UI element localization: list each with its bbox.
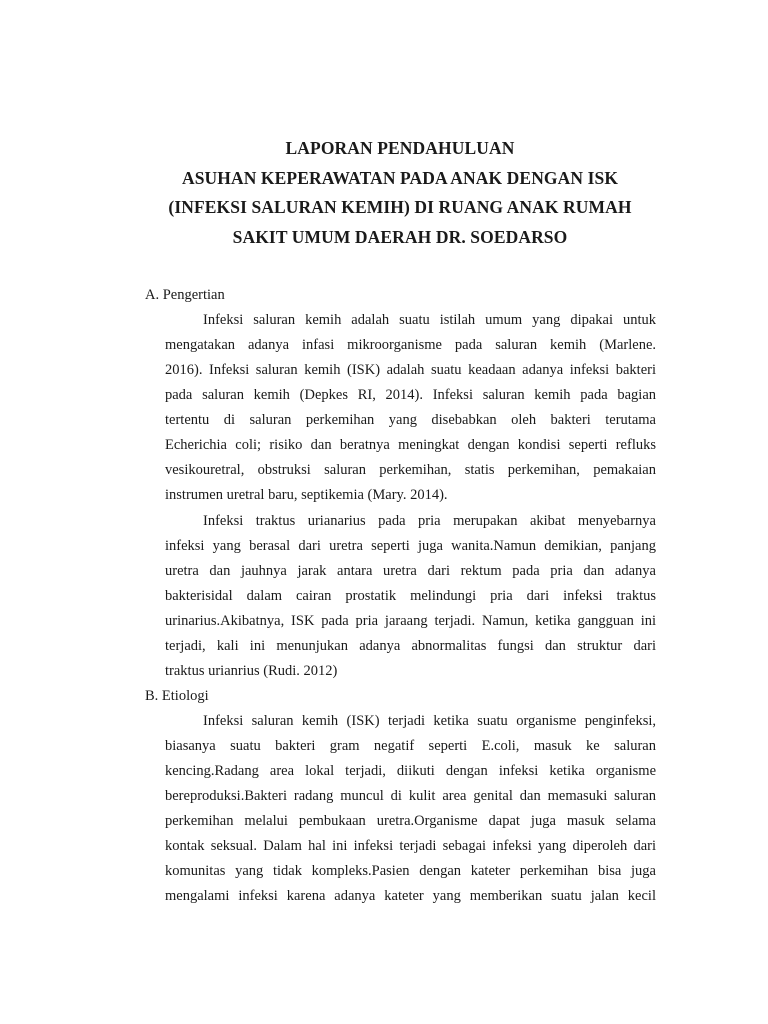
text-line: biasanya suatu bakteri gram negatif seperti E.coli, masuk ke saluran <box>165 738 656 754</box>
title-line-4: SAKIT UMUM DAERAH DR. SOEDARSO <box>232 226 568 247</box>
text-line: bereproduksi.Bakteri radang muncul di kulit area genital dan memasuki saluran <box>165 788 656 804</box>
title-line-3: (INFEKSI SALURAN KEMIH) DI RUANG ANAK RUMAH <box>168 197 632 217</box>
text-line: kontak seksual. Dalam hal ini infeksi terjadi sebagai infeksi yang diperoleh dari <box>165 838 656 854</box>
text-line: tertentu di saluran perkemihan yang disebabkan oleh bakteri terutama <box>165 412 656 428</box>
text-line: traktus urianrius (Rudi. 2012) <box>165 663 338 679</box>
text-line: vesikouretral, obstruksi saluran perkemihan, statis perkemihan, pemakaian <box>165 462 656 478</box>
section-heading-etiologi: B. Etiologi <box>145 688 209 704</box>
title-line-1: LAPORAN PENDAHULUAN <box>285 138 515 158</box>
text-line: Infeksi saluran kemih adalah suatu istilah umum yang dipakai untuk <box>203 312 656 328</box>
text-line: perkemihan melalui pembukaan uretra.Organisme dapat juga masuk selama <box>165 813 656 829</box>
text-line: mengalami infeksi karena adanya kateter yang memberikan suatu jalan kecil <box>165 888 656 904</box>
document-title <box>130 134 670 252</box>
text-line: urinarius.Akibatnya, ISK pada pria jaraang terjadi. Namun, ketika gangguan ini <box>165 613 656 629</box>
text-line: instrumen uretral baru, septikemia (Mary. 2014). <box>165 487 448 503</box>
text-line: terjadi, kali ini menunjukan adanya abnormalitas fungsi dan struktur dari <box>165 638 656 654</box>
text-line: kencing.Radang area lokal terjadi, diikuti dengan infeksi ketika organisme <box>165 763 656 779</box>
text-line: Infeksi saluran kemih (ISK) terjadi ketika suatu organisme penginfeksi, <box>203 713 656 729</box>
text-line: pada saluran kemih (Depkes RI, 2014). Infeksi saluran kemih pada bagian <box>165 387 656 403</box>
text-line: mengatakan adanya infasi mikroorganisme pada saluran kemih (Marlene. <box>165 337 656 353</box>
text-line: Echerichia coli; risiko dan beratnya meningkat dengan kondisi seperti refluks <box>165 437 656 453</box>
text-line: uretra dan jauhnya jarak antara uretra dari rektum pada pria dan adanya <box>165 563 656 579</box>
text-line: Infeksi traktus urianarius pada pria merupakan akibat menyebarnya <box>203 513 656 529</box>
text-line: bakterisidal dalam cairan prostatik melindungi pria dari infeksi traktus <box>165 588 656 604</box>
section-heading-pengertian: A. Pengertian <box>145 287 225 303</box>
title-line-2: ASUHAN KEPERAWATAN PADA ANAK DENGAN ISK <box>181 167 619 188</box>
text-line: infeksi yang berasal dari uretra seperti juga wanita.Namun demikian, panjang <box>165 538 656 554</box>
text-line: 2016). Infeksi saluran kemih (ISK) adalah suatu keadaan adanya infeksi bakteri <box>165 362 656 378</box>
text-line: komunitas yang tidak kompleks.Pasien dengan kateter perkemihan bisa juga <box>165 863 656 879</box>
